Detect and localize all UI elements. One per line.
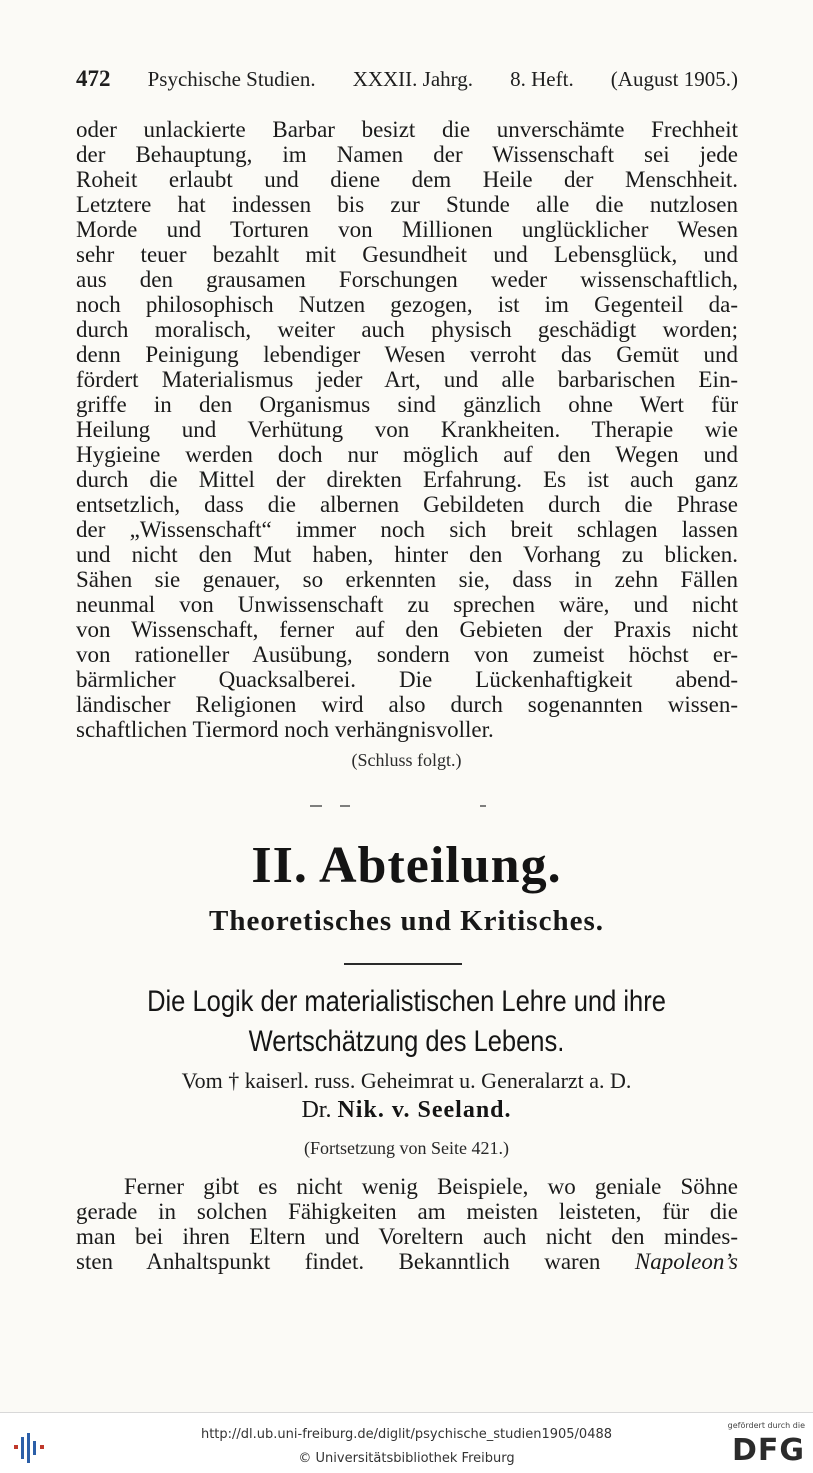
article-title <box>61 982 752 1062</box>
running-header <box>76 66 738 92</box>
text-line: aus den grausamen Forschungen weder wissenschaftlich, <box>76 267 738 292</box>
text-line: von Wissenschaft, ferner auf den Gebieten der Praxis nicht <box>76 617 738 642</box>
text-line: von rationeller Ausübung, sondern von zumeist höchst er- <box>76 642 738 667</box>
text-line: durch die Mittel der direkten Erfahrung. Es ist auch ganz <box>76 467 738 492</box>
text-line: oder unlackierte Barbar besizt die unverschämte Frechheit <box>76 117 738 142</box>
text-line: Ferner gibt es nicht wenig Beispiele, wo geniale Söhne <box>124 1174 738 1199</box>
copyright-notice: © Universitätsbibliothek Freiburg <box>298 1451 515 1466</box>
text-line: der „Wissenschaft“ immer noch sich breit schlagen lassen <box>76 517 738 542</box>
section-separator <box>300 804 490 808</box>
author-byline: Vom † kaiserl. russ. Geheimrat u. Generalarzt a. D. <box>181 1068 632 1093</box>
text-line: Heilung und Verhütung von Krankheiten. Therapie wie <box>76 417 738 442</box>
page-number: 472 <box>76 66 111 91</box>
text-fragment: sten Anhaltspunkt findet. Bekanntlich waren <box>76 1249 601 1274</box>
text-line: gerade in solchen Fähigkeiten am meisten leisteten, für die <box>76 1199 738 1224</box>
text-line: sehr teuer bezahlt mit Gesundheit und Lebensglück, und <box>76 242 738 267</box>
paragraph-1 <box>76 117 738 742</box>
text-line: und nicht den Mut haben, hinter den Vorhang zu blicken. <box>76 542 738 567</box>
text-line: Letztere hat indessen bis zur Stunde alle die nutzlosen <box>76 192 738 217</box>
title-rule <box>344 963 462 965</box>
continuation-note: (Schluss folgt.) <box>351 750 462 770</box>
text-line: ländischer Religionen wird also durch sogenannten wissen- <box>76 692 738 717</box>
text-line: man bei ihren Eltern und Voreltern auch nicht den mindes- <box>76 1224 738 1249</box>
article-title-line: Wertschätzung des Lebens. <box>248 1025 565 1058</box>
article-title-line: Die Logik der materialistischen Lehre und ihre <box>147 985 666 1018</box>
author <box>0 1097 813 1124</box>
text-line: durch moralisch, weiter auch physisch geschädigt worden; <box>76 317 738 342</box>
permalink-url[interactable]: http://dl.ub.uni-freiburg.de/diglit/psychische_studien1905/0488 <box>200 1427 613 1442</box>
text-line: schaftlichen Tiermord noch verhängnisvoller. <box>76 717 494 742</box>
text-line: Sähen sie genauer, so erkennten sie, dass in zehn Fällen <box>76 567 738 592</box>
journal-name: Psychische Studien. <box>147 67 316 91</box>
italic-name: Napoleon’s <box>634 1249 738 1274</box>
text-line: griffe in den Organismus sind gänzlich ohne Wert für <box>76 392 738 417</box>
section-subtitle: Theoretisches und Kritisches. <box>209 905 604 937</box>
journal-date: (August 1905.) <box>610 67 738 91</box>
text-line: entsetzlich, dass die albernen Gebildeten durch die Phrase <box>76 492 738 517</box>
funding-badge <box>715 1421 805 1471</box>
text-line: fördert Materialismus jeder Art, und alle barbarischen Ein- <box>76 367 738 392</box>
continued-from-note: (Fortsetzung von Seite 421.) <box>304 1138 509 1158</box>
text-line <box>76 1249 738 1274</box>
text-line: Hygieine werden doch nur möglich auf den Wegen und <box>76 442 738 467</box>
author-prefix: Dr. <box>301 1097 332 1123</box>
journal-issue: 8. Heft. <box>510 67 574 91</box>
text-line: denn Peinigung lebendiger Wesen verroht das Gemüt und <box>76 342 738 367</box>
text-line: bärmlicher Quacksalberei. Die Lückenhaftigkeit abend- <box>76 667 738 692</box>
dfg-logo: DFG <box>731 1433 805 1468</box>
paragraph-2 <box>76 1174 738 1274</box>
text-line: Roheit erlaubt und diene dem Heile der Menschheit. <box>76 167 738 192</box>
text-line: neunmal von Unwissenschaft zu sprechen wäre, und nicht <box>76 592 738 617</box>
text-line: der Behauptung, im Namen der Wissenschaft sei jede <box>76 142 738 167</box>
section-title: II. Abteilung. <box>251 837 562 894</box>
journal-volume: XXXII. Jahrg. <box>352 67 474 91</box>
text-line: Morde und Torturen von Millionen unglücklicher Wesen <box>76 217 738 242</box>
text-line: noch philosophisch Nutzen gezogen, ist im Gegenteil da- <box>76 292 738 317</box>
author-name: Nik. v. Seeland. <box>337 1097 512 1123</box>
funding-caption: gefördert durch die <box>727 1421 805 1430</box>
viewer-footer <box>0 1412 813 1473</box>
